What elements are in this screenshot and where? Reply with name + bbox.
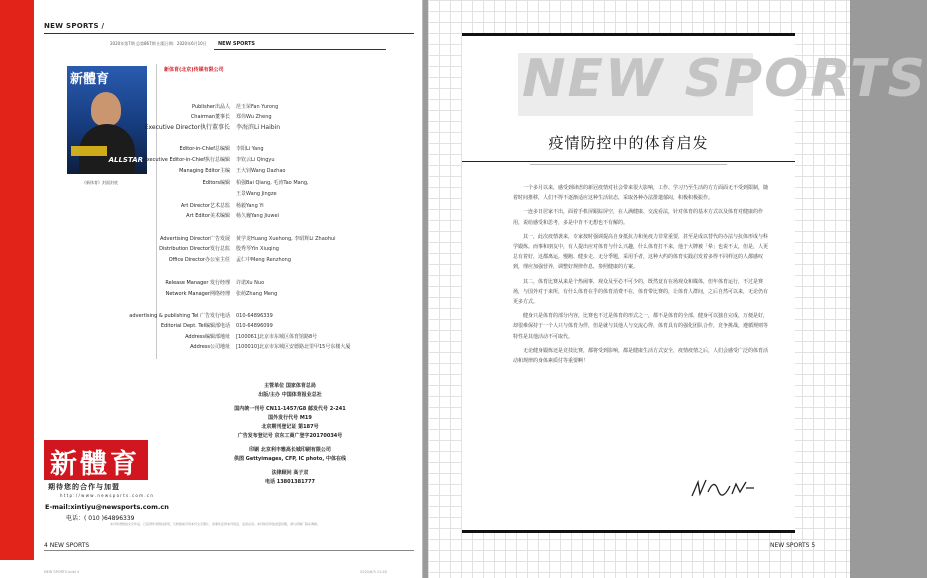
staff-name: 王景Wang Jingze bbox=[236, 191, 277, 197]
cover-yellow-text bbox=[71, 146, 107, 156]
staff-role: Office Director办公室主任 bbox=[168, 257, 230, 263]
issue-info: 2020年第7期 总第867期 出版日期：2020年6月10日 bbox=[110, 41, 207, 46]
watermark-text: NEW SPORTS bbox=[522, 49, 927, 109]
publication-line: 国外发行代号 M19 bbox=[268, 415, 312, 421]
right-page-footer: NEW SPORTS 5 bbox=[770, 542, 816, 549]
staff-role: Address编辑部地址 bbox=[185, 334, 230, 340]
watermark-banner bbox=[518, 49, 927, 116]
staff-role: Executive Editor-in-Chief执行总编辑 bbox=[143, 157, 230, 163]
strip-bottom-gap bbox=[0, 560, 34, 578]
staff-role: Distribution Director发行总监 bbox=[159, 246, 230, 252]
staff-name: 李钦云Li Qingyu bbox=[236, 157, 275, 163]
print-slug-left: NEW SPORTS.indd 4 bbox=[44, 570, 80, 574]
publication-line: 国内统一刊号 CN11-1457/G8 邮发代号 2-241 bbox=[234, 406, 346, 412]
staff-role: Art Director艺术总监 bbox=[180, 203, 230, 209]
staff-name: 李海滨Li Haibin bbox=[236, 124, 281, 131]
staff-name: [100061]北京市东城区体育馆路8号 bbox=[236, 334, 318, 340]
publication-line: 广告发布登记号 京东工商广登字20170034号 bbox=[237, 433, 343, 439]
staff-name: 王大钊Wang Dazhao bbox=[236, 168, 286, 174]
staff-role: Editor-in-Chief总编辑 bbox=[179, 146, 230, 152]
staff-role: Advertising Director广告发展 bbox=[160, 236, 230, 242]
staff-name: 许诺Xu Nuo bbox=[236, 280, 265, 286]
staff-name: [100010]北京市东城区安德路北里甲15号东楼大厦 bbox=[236, 344, 351, 350]
cover-face bbox=[91, 92, 121, 126]
slug-divider bbox=[44, 33, 414, 34]
publication-line: 电话 13801381777 bbox=[264, 479, 315, 485]
staff-name: 殷秀琴Yin Xiuqing bbox=[236, 246, 279, 252]
logo-url: h t t p : / / w w w . n e w s p o r t s . c o m . c n bbox=[60, 493, 153, 498]
signature-icon bbox=[688, 476, 758, 500]
cover-caption: 《新体育》封面封底 bbox=[82, 180, 118, 185]
headline-rule bbox=[462, 161, 795, 162]
contact-email: E-mail:xintiyu@newsports.com.cn bbox=[45, 503, 169, 511]
company-name: 新体育(北京)传媒有限公司 bbox=[164, 67, 224, 73]
article-paragraph: 健身只是体育的部分内容，比赛也不过是体育的形式之一，都不是体育的全部，健身可以独自完成，万便是好，却很难保持于一个人只与体育为伴，但是就与其他人与交流心得，体育具有的强化团队合作，竞争挑战，遵循规则等特性是其他活动不可取代。 bbox=[513, 313, 769, 340]
logo-text: 新體育 bbox=[50, 449, 140, 480]
staff-role: Editorial Dept. Tel编辑部电话 bbox=[160, 323, 230, 329]
staff-name: 柏强Bai Qiang, 毛涛Tao Mang, bbox=[236, 180, 309, 186]
staff-name: 张萌Zhang Meng bbox=[236, 291, 278, 297]
staff-name: 孟仁中Meng Renzhong bbox=[236, 257, 292, 263]
staff-role: Managing Editor主编 bbox=[179, 168, 230, 174]
staff-name: 杨久巍Yang Jiuwei bbox=[236, 213, 279, 219]
staff-role: advertising & publishing Tel 广告发行电话 bbox=[129, 313, 230, 319]
issue-rule bbox=[214, 49, 386, 50]
headline-subrule bbox=[530, 164, 727, 165]
cover-masthead: 新體育 bbox=[70, 72, 110, 87]
staff-role: Address公司地址 bbox=[190, 344, 230, 350]
staff-role: Chairman董事长 bbox=[190, 114, 230, 120]
staff-role: Art Editor美术编辑 bbox=[186, 213, 230, 219]
cover-thumbnail bbox=[67, 66, 147, 174]
article-headline: 疫情防控中的体育启发 bbox=[548, 134, 709, 152]
article-paragraph: 无论健身锻炼还是竞技比赛，都将受到影响，都是健康生活方式安全，疫情疫情之后，人们会感受广泛的体育活动和规律的身体素质付等重要啊！ bbox=[513, 347, 769, 365]
left-footer-rule bbox=[44, 550, 414, 551]
article-paragraph: 一连多日居家不出，面着手机屏跟踪屏空，在人满健康、交流看法，针对体育的基本方式以及体育对健康的作用，说给感受和思考，多是中肯不无想也不有解的。 bbox=[513, 209, 764, 226]
publication-line: 供图 Gettyimages, CFP, IC photo, 中体在线 bbox=[234, 456, 346, 462]
staff-role: Executive Director执行董事长 bbox=[144, 124, 230, 131]
publication-line: 印刷 北京利丰雅高长城印刷有限公司 bbox=[249, 447, 331, 453]
publication-line: 出版/主办 中国体育报业总社 bbox=[258, 392, 322, 398]
staff-role: Publisher出品人 bbox=[192, 104, 230, 110]
left-page-footer: 4 NEW SPORTS bbox=[44, 542, 90, 549]
article-body bbox=[513, 183, 768, 370]
staff-name: 郑伟Wu Zheng bbox=[236, 114, 272, 120]
fine-print: 本刊所登载的文字作品，已获得作者授权使用，凡转载或引用本刊文字图片，需事先征得本刊同意，违者必究。本刊如有印装质量问题，请与印刷厂联系调换。 bbox=[110, 522, 321, 526]
staff-name: 李阳Li Yang bbox=[236, 146, 264, 152]
cover-allstar: ALLSTAR bbox=[108, 156, 143, 164]
staff-name: 黄学龙Huang Xuehong, 李昭辉Li Zhaohui bbox=[236, 236, 336, 242]
contact-phone: 电话：( 010 )64896339 bbox=[66, 515, 135, 522]
article-paragraph: 其二，体育比赛从来是个热闹事，观众及至必不可少的，既然竟有在场观众和媒体，但年体育运行，不过是赛场，与国外对于来所，有什么体育在乎的体育消费不在，体育带比赛的，让体育人群间，之后自然可以来，无论仍有更多方式。 bbox=[513, 278, 769, 306]
logo-tagline: 期待您的合作与加盟 bbox=[48, 483, 120, 491]
staff-role: Release Manager 发行经理 bbox=[165, 280, 230, 286]
staff-role: Network Manager网络经理 bbox=[165, 291, 230, 297]
staff-name: 010-64896339 bbox=[236, 313, 273, 319]
staff-role: Editors编辑 bbox=[202, 180, 230, 186]
issue-tag: NEW SPORTS bbox=[218, 41, 256, 47]
publication-line: 北京期刊登记证 第187号 bbox=[261, 424, 319, 430]
page-slug: NEW SPORTS / bbox=[44, 22, 105, 30]
article-paragraph: 其一，此次疫情袭来，专家按时强调提高自身抵抗力和免疫力非常重要，甚至是成以替代的办法与抗体形成与科学锻炼。而事和朋友中，有人提出应对体育与什么兴趣，什么体育打不来，他于大牌被「晕」也说不太，但是，人更总有着好，这都离运，慢跑、健步走、无分季题，采用手者，这种大约的体育实践启发着多得不同样这的人都感叹到，理应加强营养，调整好规律作息，参照健康的方案。 bbox=[513, 233, 769, 271]
staff-name: 范玉荣Fan Yurong bbox=[236, 104, 279, 110]
article-paragraph: 一个多月以来，感受到肆虐的新冠疫情对社会带来很大影响，工作、学习乃至生活的方方面面无不受到限制，随着时间推移，人们不得不逐渐适应这种生活状态，采取各种办法排遣郁闷，积极积极振作。 bbox=[513, 185, 769, 202]
staff-name: 010-64896099 bbox=[236, 323, 273, 329]
print-slug-time: 2020/6/3 11:45 bbox=[360, 570, 387, 574]
publication-line: 法律顾问 高子双 bbox=[271, 470, 309, 476]
staff-name: 杨毅Yang Yi bbox=[236, 203, 264, 209]
publication-line: 主管单位 国家体育总局 bbox=[264, 383, 316, 389]
red-margin-strip bbox=[0, 0, 34, 578]
left-page bbox=[0, 0, 423, 578]
